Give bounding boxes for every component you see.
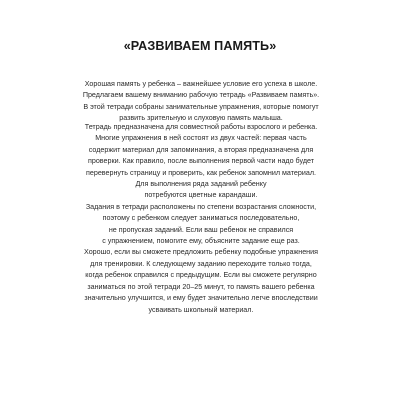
instructions-paragraph xyxy=(62,122,340,316)
text-line: В этой тетради собраны занимательные упражнения, которые помогут xyxy=(83,102,319,111)
document-title: «РАЗВИВАЕМ ПАМЯТЬ» xyxy=(123,39,277,53)
text-line: Задания в тетради расположены по степени возрастания сложности, xyxy=(85,202,317,211)
text-line: развить зрительную и слуховую память малыша. xyxy=(119,114,283,123)
text-line: значительно улучшится, и ему будет значительно легче впоследствии xyxy=(84,294,318,303)
text-line: заниматься по этой тетради 20–25 минут, то память вашего ребенка xyxy=(87,282,315,291)
text-line: усваивать школьный материал. xyxy=(148,305,254,314)
intro-paragraph xyxy=(62,79,340,125)
text-line: для тренировки. К следующему заданию переходите только тогда, xyxy=(90,259,312,268)
text-line: не пропуская заданий. Если ваш ребенок не справился xyxy=(108,225,294,234)
text-line: проверки. Как правило, после выполнения первой части надо будет xyxy=(87,157,314,166)
text-line: Тетрадь предназначена для совместной работы взрослого и ребенка. xyxy=(84,123,318,131)
text-line: поэтому с ребенком следует заниматься последовательно, xyxy=(102,214,300,223)
text-line: Многие упражнения в ней состоят из двух частей: первая часть xyxy=(95,134,307,143)
text-line: Предлагаем вашему вниманию рабочую тетрадь «Развиваем память». xyxy=(82,91,320,100)
text-line: перевернуть страницу и проверить, как ребенок запомнил материал. xyxy=(86,168,316,177)
text-line: Для выполнения ряда заданий ребенку xyxy=(135,180,267,189)
text-line: Хорошо, если вы сможете предложить ребенку подобные упражнения xyxy=(84,248,318,257)
text-line: Хорошая память у ребенка – важнейшее условие его успеха в школе. xyxy=(84,80,318,88)
text-line: с упражнением, помогите ему, объясните задание еще раз. xyxy=(102,237,300,246)
text-line: содержит материал для запоминания, а вторая предназначена для xyxy=(88,145,314,154)
text-line: когда ребенок справился с предыдущим. Если вы сможете регулярно xyxy=(85,271,317,280)
text-line: потребуются цветные карандаши. xyxy=(144,191,258,200)
